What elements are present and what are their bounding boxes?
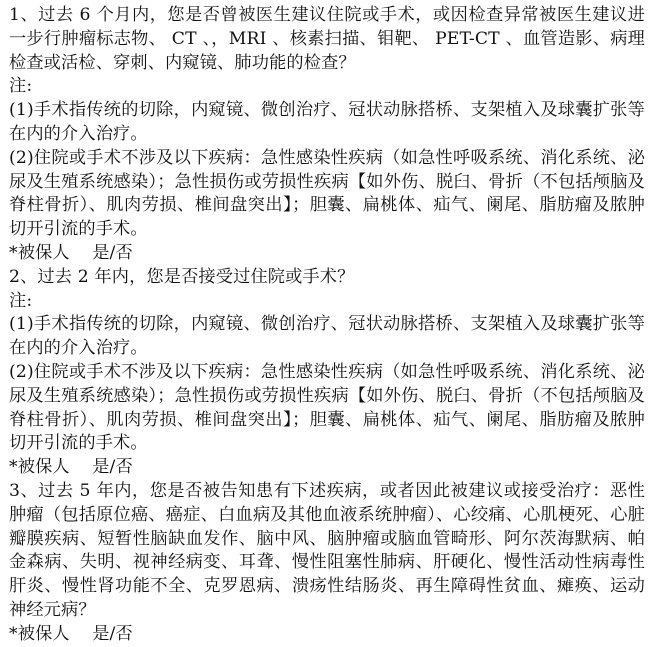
question-1-text: 1、过去 6 个月内，您是否曾被医生建议住院或手术，或因检查异常被医生建议进一步行肿瘤标志物、 CT 、，MRI 、核素扫描、钼靶、 PET-CT 、血管造影、病理检查或活检、穿刺、内窥镜、肺功能的检查？ — [9, 5, 645, 73]
question-1-note-2: (2)住院或手术不涉及以下疾病：急性感染性疾病（如急性呼吸系统、消化系统、泌尿及生殖系统感染）；急性损伤或劳损性疾病【如外伤、脱臼、骨折（不包括颅脑及脊柱骨折）、肌肉劳损、椎间盘突出】；胆囊、扁桃体、疝气、阑尾、脂肪瘤及脓肿切开引流的手术。 — [9, 147, 645, 240]
question-1-note-label: 注: — [9, 76, 33, 97]
question-2-note-2: (2)住院或手术不涉及以下疾病：急性感染性疾病（如急性呼吸系统、消化系统、泌尿及生殖系统感染）；急性损伤或劳损性疾病【如外伤、脱臼、骨折（不包括颅脑及脊柱骨折）、肌肉劳损、椎间盘突出】；胆囊、扁桃体、疝气、阑尾、脂肪瘤及脓肿切开引流的手术。 — [9, 361, 645, 454]
question-2-text: 2、过去 2 年内，您是否接受过住院或手术？ — [9, 266, 355, 287]
question-3-text: 3、过去 5 年内，您是否被告知患有下述疾病，或者因此被建议或接受治疗：恶性肿瘤（包括原位癌、癌症、白血病及其他血液系统肿瘤）、心绞痛、心肌梗死、心脏瓣膜疾病、短暂性脑缺血发作、脑中风、脑肿瘤或脑血管畸形、阿尔茨海默病、帕金森病、失明、视神经病变、耳聋、慢性阻塞性肺病、肝硬化、慢性活动性病毒性肝炎、慢性肾功能不全、克罗恩病、溃疡性结肠炎、再生障碍性贫血、瘫痪、运动神经元病？ — [9, 480, 645, 620]
health-questionnaire — [9, 4, 645, 647]
question-2-note-label: 注: — [9, 290, 33, 311]
question-1-note-1: (1)手术指传统的切除，内窥镜、微创治疗、冠状动脉搭桥、支架植入及球囊扩张等在内的介入治疗。 — [9, 100, 645, 144]
question-2-note-1: (1)手术指传统的切除，内窥镜、微创治疗、冠状动脉搭桥、支架植入及球囊扩张等在内的介入治疗。 — [9, 314, 645, 359]
question-1-answer[interactable]: *被保人 是/否 — [9, 242, 133, 263]
question-2-answer[interactable]: *被保人 是/否 — [9, 457, 133, 478]
question-3-answer[interactable]: *被保人 是/否 — [9, 623, 133, 644]
